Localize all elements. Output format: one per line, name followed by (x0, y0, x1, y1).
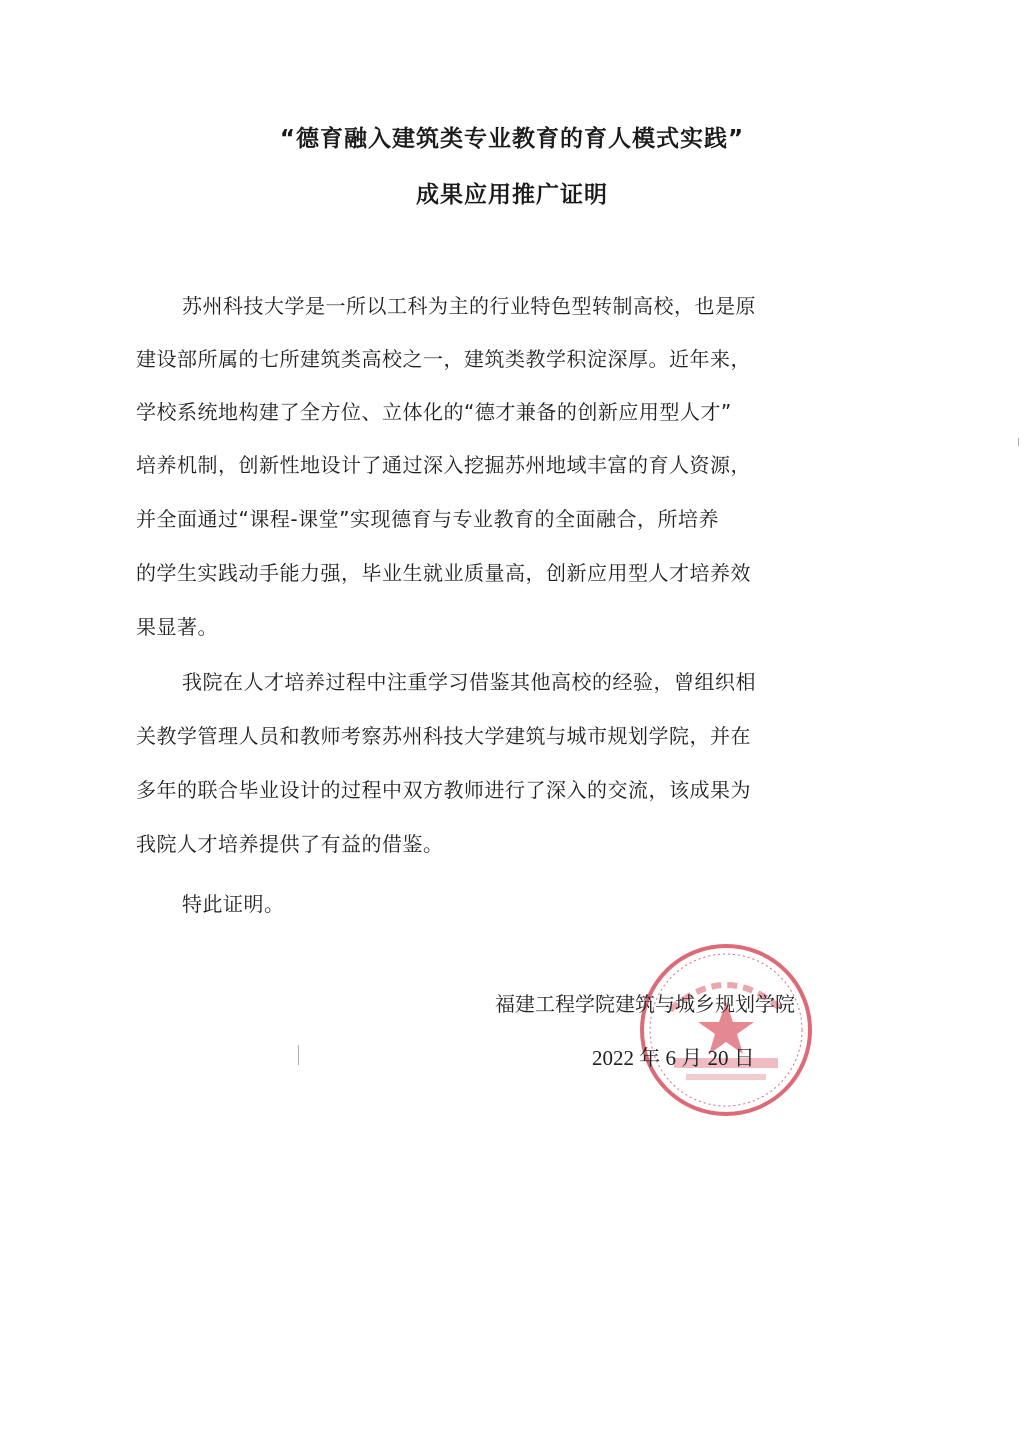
paragraph-1-line: 果显著。 (136, 615, 218, 639)
document-title: “德育融入建筑类专业教育的育人模式实践” (279, 126, 745, 152)
paragraph-2-line: 关教学管理人员和教师考察苏州科技大学建筑与城市规划学院，并在 (136, 724, 751, 748)
paragraph-1-line: 学校系统地构建了全方位、立体化的“德才兼备的创新应用型人才” (136, 400, 732, 424)
paragraph-1-line: 培养机制，创新性地设计了通过深入挖掘苏州地域丰富的育人资源， (136, 453, 751, 477)
paragraph-2-line: 我院人才培养提供了有益的借鉴。 (136, 832, 444, 856)
signature-organization: 福建工程学院建筑与城乡规划学院 (495, 992, 795, 1016)
paragraph-1-line: 的学生实践动手能力强，毕业生就业质量高，创新应用型人才培养效 (136, 561, 751, 585)
paragraph-2-line: 多年的联合毕业设计的过程中双方教师进行了深入的交流，该成果为 (136, 778, 751, 802)
signature-date: 2022 年 6 月 20 日 (592, 1046, 755, 1070)
document-subtitle: 成果应用推广证明 (416, 182, 608, 208)
closing-statement: 特此证明。 (182, 892, 285, 916)
paragraph-1-line: 建设部所属的七所建筑类高校之一，建筑类教学积淀深厚。近年来， (136, 347, 751, 371)
paragraph-1-line: 苏州科技大学是一所以工科为主的行业特色型转制高校，也是原 (182, 294, 756, 318)
paragraph-1-line: 并全面通过“课程-课堂”实现德育与专业教育的全面融合，所培养 (136, 507, 719, 531)
paragraph-2-line: 我院在人才培养过程中注重学习借鉴其他高校的经验，曾组织相 (182, 670, 756, 694)
scan-mark (298, 1045, 299, 1065)
scan-mark (1018, 438, 1019, 446)
official-seal (636, 940, 816, 1120)
